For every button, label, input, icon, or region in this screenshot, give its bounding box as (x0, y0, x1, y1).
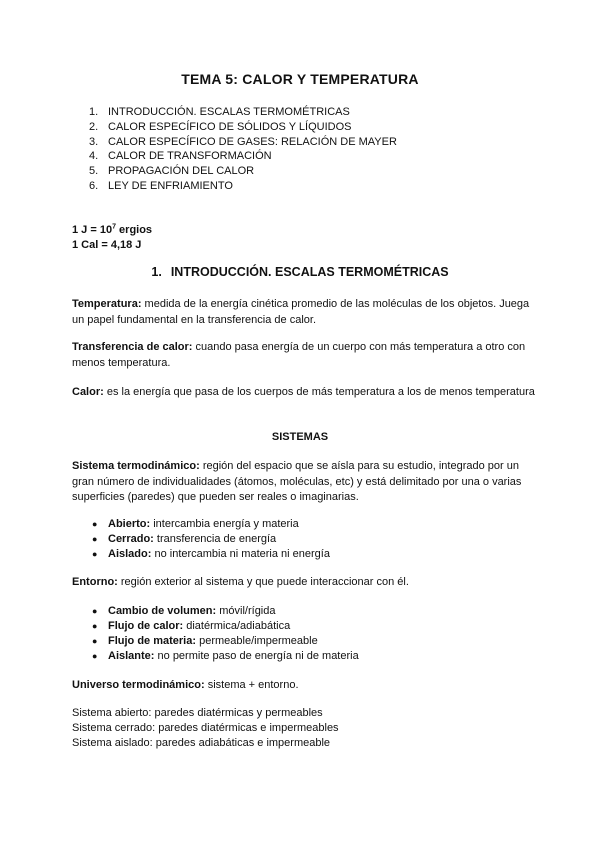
summary-line: Sistema aislado: paredes adiabáticas e impermeable (72, 737, 331, 749)
page-title: TEMA 5: CALOR Y TEMPERATURA (181, 71, 419, 87)
section-label: INTRODUCCIÓN. ESCALAS TERMOMÉTRICAS (170, 265, 449, 279)
list-item (92, 517, 330, 532)
section-number: 1. (151, 265, 162, 279)
definition-calor (72, 385, 542, 401)
definition-transferencia (72, 340, 542, 371)
bullet-icon: ● (92, 519, 98, 529)
joule-rhs: ergios (115, 224, 153, 236)
definition-text: es la energía que pasa de los cuerpos de más temperatura a los de menos temperatura (103, 386, 535, 398)
toc-item (89, 120, 397, 135)
system-types-list (92, 517, 330, 562)
system-summary (72, 706, 339, 751)
unit-equivalences (72, 223, 152, 252)
list-item (92, 619, 359, 634)
bullet-icon: ● (92, 549, 98, 559)
definition-text: medida de la energía cinética promedio de las moléculas de los objetos. Juega un papel fundamental en la transferencia de calor. (72, 298, 530, 326)
toc-label: LEY DE ENFRIAMIENTO (108, 179, 233, 192)
table-of-contents (89, 105, 397, 194)
definition-entorno (72, 575, 542, 591)
list-term: Aislante: (108, 650, 155, 662)
list-text: transferencia de energía (153, 533, 277, 545)
toc-number: 2. (89, 120, 99, 133)
toc-item (89, 179, 397, 194)
definition-term: Universo termodinámico: (72, 679, 205, 691)
summary-line: Sistema cerrado: paredes diatérmicas e impermeables (72, 722, 339, 734)
wall-types-list (92, 604, 359, 664)
toc-number: 6. (89, 179, 99, 192)
definition-term: Sistema termodinámico: (72, 460, 200, 472)
toc-label: CALOR ESPECÍFICO DE SÓLIDOS Y LÍQUIDOS (108, 120, 352, 133)
list-term: Aislado: (108, 548, 152, 560)
list-item (92, 604, 359, 619)
toc-label: CALOR ESPECÍFICO DE GASES: RELACIÓN DE MAYER (108, 135, 397, 148)
joule-exponent: 7 (112, 223, 116, 231)
definition-term: Entorno: (72, 576, 118, 588)
toc-item (89, 105, 397, 120)
list-item (92, 649, 359, 664)
definition-sistema-termodinamico (72, 459, 542, 506)
toc-label: CALOR DE TRANSFORMACIÓN (108, 150, 272, 163)
toc-item (89, 135, 397, 150)
list-item (92, 547, 330, 562)
list-term: Flujo de calor: (108, 620, 184, 632)
definition-temperatura (72, 297, 542, 328)
subsection-heading: SISTEMAS (271, 431, 329, 443)
bullet-icon: ● (92, 534, 98, 544)
calorie-equivalence: 1 Cal = 4,18 J (72, 238, 142, 251)
list-text: intercambia energía y materia (150, 518, 299, 530)
definition-text: región exterior al sistema y que puede interaccionar con él. (117, 576, 409, 588)
toc-label: PROPAGACIÓN DEL CALOR (108, 165, 255, 178)
joule-equivalence (72, 223, 152, 238)
bullet-icon: ● (92, 651, 98, 661)
list-item (92, 532, 330, 547)
toc-number: 5. (89, 165, 99, 178)
list-text: móvil/rígida (216, 605, 276, 617)
bullet-icon: ● (92, 636, 98, 646)
joule-lhs: 1 J = 10 (72, 224, 113, 236)
list-term: Flujo de materia: (108, 635, 197, 647)
list-text: no permite paso de energía ni de materia (154, 650, 359, 662)
definition-text: cuando pasa energía de un cuerpo con más temperatura a otro con menos temperatura. (72, 341, 526, 369)
definition-term: Transferencia de calor: (72, 341, 193, 353)
toc-number: 4. (89, 150, 99, 163)
section-heading (0, 265, 600, 279)
toc-item (89, 149, 397, 164)
list-term: Abierto: (108, 518, 151, 530)
toc-number: 1. (89, 106, 99, 118)
definition-term: Calor: (72, 386, 104, 398)
toc-label: INTRODUCCIÓN. ESCALAS TERMOMÉTRICAS (108, 106, 350, 118)
toc-item (89, 164, 397, 179)
bullet-icon: ● (92, 621, 98, 631)
definition-text: región del espacio que se aísla para su estudio, integrado por un gran número de individualidades (átomos, moléculas, etc) y está delimitado por una o varias superficies (paredes) que pueden ser reales o imaginarias. (72, 460, 522, 503)
list-item (92, 634, 359, 649)
definition-universo (72, 678, 542, 694)
list-term: Cambio de volumen: (108, 605, 217, 617)
list-text: permeable/impermeable (196, 635, 318, 647)
toc-number: 3. (89, 135, 99, 148)
list-text: no intercambia ni materia ni energía (151, 548, 330, 560)
list-term: Cerrado: (108, 533, 154, 545)
definition-term: Temperatura: (72, 298, 142, 310)
bullet-icon: ● (92, 606, 98, 616)
list-text: diatérmica/adiabática (183, 620, 291, 632)
definition-text: sistema + entorno. (204, 679, 299, 691)
summary-line: Sistema abierto: paredes diatérmicas y permeables (72, 707, 323, 719)
